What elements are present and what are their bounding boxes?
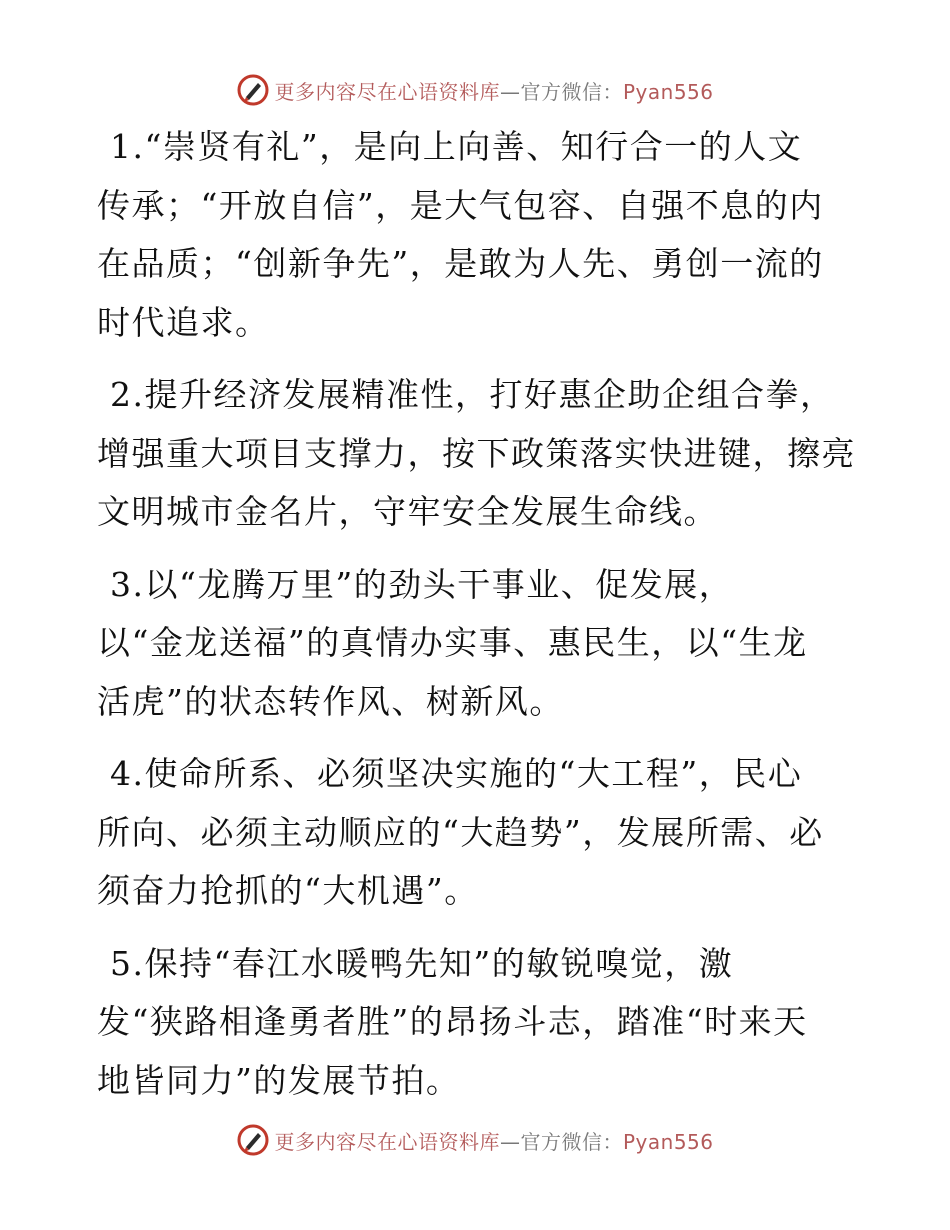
item-number: 1. (110, 127, 145, 166)
banner-handle: Pyan556 (622, 1129, 714, 1154)
item-text: “崇贤有礼”，是向上向善、知行合一的人文 传承；“开放自信”，是大气包容、自强不息的内 在品质；“创新争先”，是敢为人先、勇创一流的 时代追求。 (97, 127, 824, 342)
document-body (97, 118, 857, 1124)
banner-prefix: 更多内容尽在心语资料库 (274, 79, 500, 104)
banner-handle: Pyan556 (622, 79, 714, 104)
item-text: 使命所系、必须坚决实施的“大工程”，民心 所向、必须主动顺应的“大趋势”，发展所需、必 须奋力抢抓的“大机遇”。 (97, 754, 824, 910)
banner-prefix: 更多内容尽在心语资料库 (274, 1129, 500, 1154)
item-number: 4. (110, 754, 145, 793)
banner-dash: — (499, 79, 521, 104)
footer-banner (0, 1120, 950, 1160)
list-item (97, 366, 857, 542)
pen-seal-logo-icon (236, 1123, 270, 1157)
item-text: 保持“春江水暖鸭先知”的敏锐嗅觉，激 发“狭路相逢勇者胜”的昂扬斗志，踏准“时来天 地皆同力”的发展节拍。 (97, 943, 808, 1100)
item-number: 2. (110, 375, 145, 414)
pen-seal-logo-icon (236, 73, 270, 107)
list-item (97, 556, 857, 732)
banner-text (274, 76, 713, 105)
item-text: 提升经济发展精准性，打好惠企助企组合拳， 增强重大项目支撑力，按下政策落实快进键，擦亮 文明城市金名片，守牢安全发展生命线。 (97, 375, 856, 531)
item-text: 以“龙腾万里”的劲头干事业、促发展， 以“金龙送福”的真情办实事、惠民生，以“生龙 活虎”的状态转作风、树新风。 (97, 564, 808, 721)
list-item (97, 118, 857, 352)
header-banner (0, 70, 950, 110)
item-number: 3. (110, 564, 145, 604)
list-item (97, 935, 857, 1111)
banner-middle: 官方微信： (520, 1129, 623, 1154)
list-item (97, 745, 857, 921)
item-number: 5. (110, 943, 145, 983)
banner-text (274, 1126, 713, 1155)
banner-dash: — (499, 1129, 521, 1154)
banner-middle: 官方微信： (520, 79, 623, 104)
